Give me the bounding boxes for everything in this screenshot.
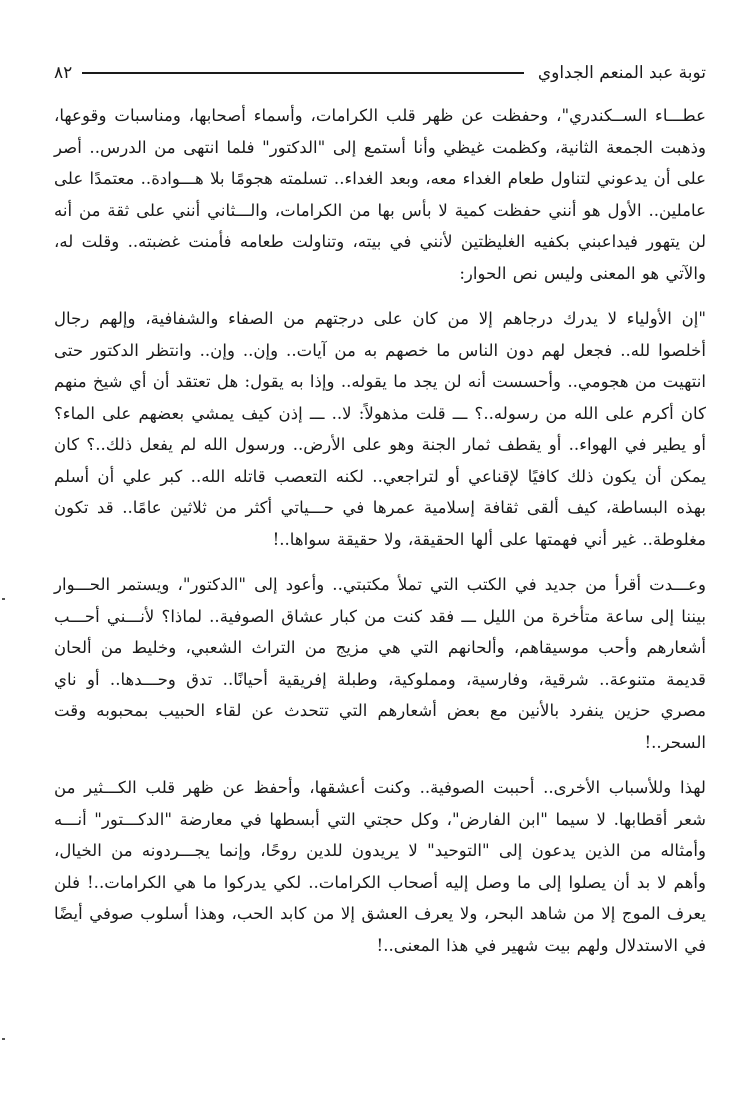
running-header [54, 56, 706, 90]
paragraph: لهذا وللأسباب الأخرى.. أحببت الصوفية.. وكنت أعشقها، وأحفظ عن ظهر قلب الكـــثير من شعر أقطابها. لا سيما "ابن الفارض"، وكل حجتي التي أبسطها في معارضة "الدكـــتور" أنـــه وأمثاله من الذين يدعون إلى "التوحيد" لا يريدون للدين روحًا، وإنما يجـــردونه من الخيال، وأهم لا بد أن يصلوا إلى ما وصل إليه أصحاب الكرامات.. لكي يدركوا ما هي الكرامات..! فلن يعرف الموج إلا من شاهد البحر، ولا يعرف العشق إلا من كابد الحب، وهذا أسلوب صوفي أيضًا في الاستدلال ولهم بيت شهير في هذا المعنى..! [54, 778, 706, 955]
body-text [54, 100, 706, 961]
margin-scan-mark [2, 1038, 5, 1040]
paragraph: وعـــدت أقرأ من جديد في الكتب التي تملأ مكتبتي.. وأعود إلى "الدكتور"، ويستمر الحـــوار بيننا إلى ساعة متأخرة من الليل ـــ فقد كنت من كبار عشاق الصوفية.. لماذا؟ لأنـــني أحـــب أشعارهم وأحب موسيقاهم، وألحانهم التي هي مزيج من التراث الشعبي، وخليط من ألحان قديمة متنوعة.. شرقية، وفارسية، ومملوكية، وطبلة إفريقية أحيانًا.. تدق وحـــدها.. أو ناي مصري حزين ينفرد بالأنين مع بعض أشعارهم التي تتحدث عن لقاء الحبيب بمحبوبه وقت السحر..! [54, 575, 706, 752]
page-number: ٨٢ [54, 63, 73, 83]
book-title: توبة عبد المنعم الجداوي [537, 63, 706, 83]
header-rule [82, 72, 524, 74]
margin-scan-mark [2, 598, 5, 600]
book-page [54, 56, 706, 1086]
paragraph: "إن الأولياء لا يدرك درجاهم إلا من كان على درجتهم من الصفاء والشفافية، وإلهم رجال أخلصوا لله.. فجعل لهم دون الناس ما خصهم به من آيات.. وإن.. وإن.. وانتظر الدكتور حتى انتهيت من هجومي.. وأحسست أنه لن يجد ما يقوله.. وإذا به يقول: هل تعتقد أن أي شيخ منهم كان أكرم على الله من رسوله..؟ ـــ قلت مذهولاً: لا.. ـــ إذن كيف يمشي بعضهم على الماء؟ أو يطير في الهواء.. أو يقطف ثمار الجنة وهو على الأرض.. ورسول الله لم يفعل ذلك..؟ كان يمكن أن يكون ذلك كافيًا لإقناعي أو لتراجعي.. لكنه التعصب قاتله الله.. كبر علي أن أسلم بهذه البساطة، كيف ألقى ثقافة إسلامية عمرها في حـــياتي أكثر من ثلاثين عامًا.. قد تكون مغلوطة.. غير أني فهمتها على ألها الحقيقة، ولا حقيقة سواها..! [54, 309, 706, 549]
paragraph: عطـــاء الســكندري"، وحفظت عن ظهر قلب الكرامات، وأسماء أصحابها، ومناسبات وقوعها، وذهبت الجمعة الثانية، وكظمت غيظي وأنا أستمع إلى "الدكتور" فلما انتهى من الدرس.. أصر على أن يدعوني لتناول طعام الغداء معه، وبعد الغداء.. تسلمته هجومًا بلا هـــوادة.. معتمدًا على عاملين.. الأول هو أنني حفظت كمية لا بأس بها من الكرامات، والـــثاني أنني على ثقة من أنه لن يتهور فيداعبني بكفيه الغليظتين لأنني في بيته، وتناولت طعامه فأمنت غضبته.. وقلت له، والآتي هو المعنى وليس نص الحوار: [54, 106, 706, 283]
